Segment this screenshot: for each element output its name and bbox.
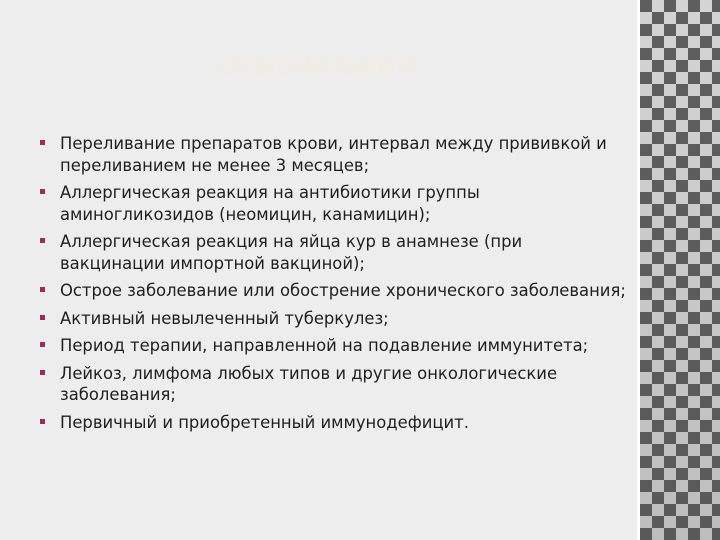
bullet-icon — [40, 140, 45, 145]
decorative-pattern-shade — [640, 0, 720, 540]
bullet-text: Активный невылеченный туберкулез; — [60, 308, 389, 328]
bullet-text: Аллергическая реакция на яйца кур в анамнезе (при вакцинации импортной вакциной); — [60, 232, 523, 273]
bullet-icon — [40, 419, 45, 424]
bullet-icon — [40, 287, 45, 292]
bullet-text: Период терапии, направленной на подавление иммунитета; — [60, 336, 589, 355]
bullet-text: Первичный и приобретенный иммунодефицит. — [60, 412, 469, 432]
list-item — [40, 182, 630, 225]
bullet-icon — [40, 370, 45, 375]
bullet-text: Аллергическая реакция на антибиотики группы аминогликозидов (неомицин, канамицин); — [60, 183, 480, 224]
bullet-list — [40, 133, 630, 439]
bullet-icon — [40, 238, 45, 243]
bullet-icon — [40, 189, 45, 194]
list-item — [40, 231, 630, 274]
list-item — [40, 412, 630, 434]
list-item — [40, 308, 630, 330]
slide-title: ОСЛОЖНЕНИЯ — [219, 56, 415, 81]
bullet-icon — [40, 342, 45, 347]
bullet-text: Острое заболевание или обострение хронического заболевания; — [60, 281, 626, 300]
bullet-text: Переливание препаратов крови, интервал между прививкой и переливанием не менее 3 месяцев; — [60, 134, 607, 175]
list-item — [40, 133, 630, 176]
bullet-text: Лейкоз, лимфома любых типов и другие онкологические заболевания; — [60, 363, 558, 404]
list-item — [40, 280, 630, 302]
list-item — [40, 335, 630, 357]
list-item — [40, 363, 630, 406]
bullet-icon — [40, 315, 45, 320]
